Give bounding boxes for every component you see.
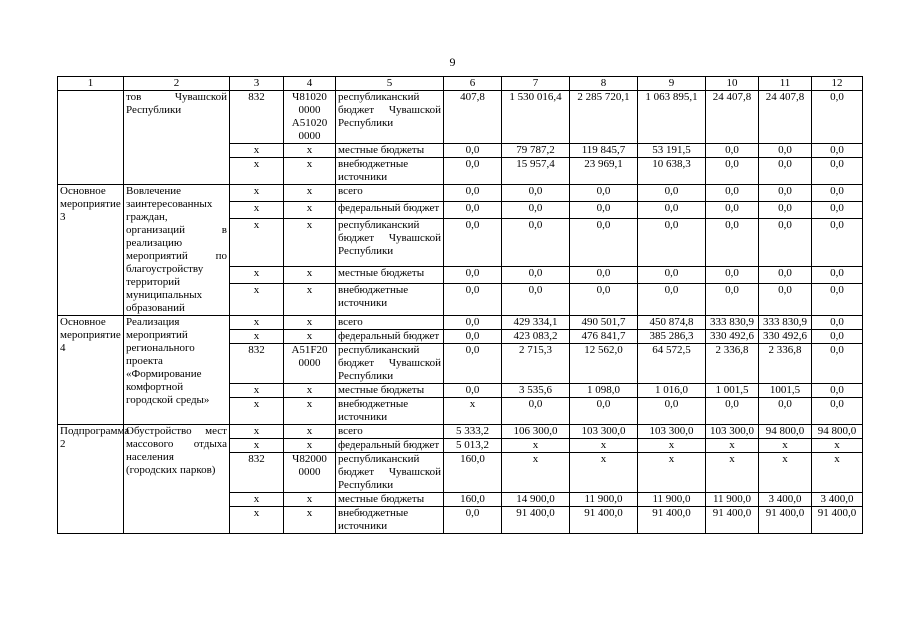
- value-cell-col9: 0,0: [638, 398, 706, 425]
- value-cell-col7: 429 334,1: [502, 316, 570, 330]
- value-cell-col11: 1001,5: [759, 384, 812, 398]
- ministry-code-cell: 832: [230, 344, 284, 384]
- ministry-code-cell: 832: [230, 453, 284, 493]
- value-cell-col9: x: [638, 453, 706, 493]
- funding-source-cell: республиканский бюджет Чувашской Республики: [336, 218, 444, 266]
- budget-code-cell: x: [284, 144, 336, 158]
- funding-source-cell: республиканский бюджет Чувашской Республики: [336, 453, 444, 493]
- budget-code-cell: x: [284, 507, 336, 534]
- value-cell-col7: 0,0: [502, 266, 570, 283]
- budget-code-cell: x: [284, 201, 336, 218]
- ministry-code-cell: x: [230, 201, 284, 218]
- value-cell-col8: 490 501,7: [570, 316, 638, 330]
- ministry-code-cell: x: [230, 218, 284, 266]
- value-cell-col11: 0,0: [759, 144, 812, 158]
- value-cell-col10: 1 001,5: [706, 384, 759, 398]
- value-cell-col6: 5 333,2: [444, 425, 502, 439]
- budget-code-cell: x: [284, 185, 336, 202]
- header-cell-4: 4: [284, 77, 336, 91]
- value-cell-col11: 0,0: [759, 218, 812, 266]
- ministry-code-cell: x: [230, 185, 284, 202]
- activity-description-cell: Реализация мероприятий регионального проекта «Формирование комфортной городской среды»: [124, 316, 230, 425]
- budget-code-cell: x: [284, 384, 336, 398]
- value-cell-col11: 3 400,0: [759, 493, 812, 507]
- header-cell-7: 7: [502, 77, 570, 91]
- header-cell-2: 2: [124, 77, 230, 91]
- value-cell-col12: x: [812, 439, 863, 453]
- header-cell-12: 12: [812, 77, 863, 91]
- value-cell-col8: 0,0: [570, 185, 638, 202]
- value-cell-col10: 0,0: [706, 218, 759, 266]
- funding-source-cell: внебюджетные источники: [336, 158, 444, 185]
- value-cell-col12: 0,0: [812, 283, 863, 316]
- budget-code-cell: x: [284, 330, 336, 344]
- table-row: [58, 91, 863, 144]
- value-cell-col9: 0,0: [638, 266, 706, 283]
- value-cell-col11: 333 830,9: [759, 316, 812, 330]
- budget-code-cell: x: [284, 266, 336, 283]
- value-cell-col8: 2 285 720,1: [570, 91, 638, 144]
- value-cell-col12: 0,0: [812, 330, 863, 344]
- value-cell-col6: 0,0: [444, 344, 502, 384]
- budget-code-cell: x: [284, 283, 336, 316]
- ministry-code-cell: x: [230, 283, 284, 316]
- funding-source-cell: внебюджетные источники: [336, 283, 444, 316]
- value-cell-col9: 11 900,0: [638, 493, 706, 507]
- header-cell-1: 1: [58, 77, 124, 91]
- value-cell-col6: 0,0: [444, 185, 502, 202]
- value-cell-col11: 0,0: [759, 398, 812, 425]
- value-cell-col11: x: [759, 439, 812, 453]
- value-cell-col10: 330 492,6: [706, 330, 759, 344]
- ministry-code-cell: x: [230, 439, 284, 453]
- funding-source-cell: всего: [336, 425, 444, 439]
- value-cell-col10: 0,0: [706, 158, 759, 185]
- value-cell-col11: 0,0: [759, 185, 812, 202]
- value-cell-col9: 1 063 895,1: [638, 91, 706, 144]
- value-cell-col9: 450 874,8: [638, 316, 706, 330]
- value-cell-col10: 24 407,8: [706, 91, 759, 144]
- value-cell-col6: 160,0: [444, 453, 502, 493]
- funding-source-cell: местные бюджеты: [336, 144, 444, 158]
- value-cell-col9: 0,0: [638, 283, 706, 316]
- value-cell-col8: x: [570, 439, 638, 453]
- value-cell-col7: 0,0: [502, 185, 570, 202]
- funding-source-cell: всего: [336, 185, 444, 202]
- value-cell-col6: x: [444, 398, 502, 425]
- value-cell-col7: 0,0: [502, 283, 570, 316]
- value-cell-col6: 407,8: [444, 91, 502, 144]
- value-cell-col7: 1 530 016,4: [502, 91, 570, 144]
- value-cell-col9: x: [638, 439, 706, 453]
- value-cell-col11: 94 800,0: [759, 425, 812, 439]
- value-cell-col6: 0,0: [444, 201, 502, 218]
- table-row: [58, 185, 863, 202]
- funding-source-cell: федеральный бюджет: [336, 330, 444, 344]
- value-cell-col7: 3 535,6: [502, 384, 570, 398]
- value-cell-col6: 0,0: [444, 218, 502, 266]
- header-cell-6: 6: [444, 77, 502, 91]
- budget-code-cell: x: [284, 398, 336, 425]
- table-body: [58, 91, 863, 534]
- value-cell-col6: 0,0: [444, 266, 502, 283]
- ministry-code-cell: x: [230, 316, 284, 330]
- funding-source-cell: местные бюджеты: [336, 266, 444, 283]
- value-cell-col8: 0,0: [570, 218, 638, 266]
- funding-source-cell: республиканский бюджет Чувашской Республики: [336, 344, 444, 384]
- ministry-code-cell: x: [230, 266, 284, 283]
- value-cell-col12: 0,0: [812, 185, 863, 202]
- budget-code-cell: Ч82000 0000: [284, 453, 336, 493]
- value-cell-col8: 0,0: [570, 398, 638, 425]
- value-cell-col7: 15 957,4: [502, 158, 570, 185]
- value-cell-col7: 106 300,0: [502, 425, 570, 439]
- value-cell-col8: 91 400,0: [570, 507, 638, 534]
- value-cell-col12: 0,0: [812, 218, 863, 266]
- value-cell-col11: 2 336,8: [759, 344, 812, 384]
- table-header: [58, 77, 863, 91]
- funding-source-cell: местные бюджеты: [336, 384, 444, 398]
- value-cell-col12: 0,0: [812, 266, 863, 283]
- value-cell-col12: 94 800,0: [812, 425, 863, 439]
- funding-source-cell: республиканский бюджет Чувашской Республики: [336, 91, 444, 144]
- funding-source-cell: всего: [336, 316, 444, 330]
- value-cell-col11: 0,0: [759, 158, 812, 185]
- budget-table: [57, 76, 863, 534]
- funding-source-cell: федеральный бюджет: [336, 201, 444, 218]
- value-cell-col8: 0,0: [570, 201, 638, 218]
- value-cell-col12: 0,0: [812, 91, 863, 144]
- value-cell-col6: 0,0: [444, 144, 502, 158]
- program-name-cell: Основное мероприятие 4: [58, 316, 124, 425]
- value-cell-col12: 0,0: [812, 158, 863, 185]
- page-number: 9: [449, 55, 456, 69]
- value-cell-col11: 330 492,6: [759, 330, 812, 344]
- value-cell-col10: 0,0: [706, 144, 759, 158]
- budget-code-cell: x: [284, 218, 336, 266]
- value-cell-col9: 10 638,3: [638, 158, 706, 185]
- value-cell-col8: 0,0: [570, 266, 638, 283]
- ministry-code-cell: x: [230, 158, 284, 185]
- value-cell-col7: 91 400,0: [502, 507, 570, 534]
- value-cell-col9: 64 572,5: [638, 344, 706, 384]
- program-name-cell: Основное мероприятие 3: [58, 185, 124, 316]
- value-cell-col12: 0,0: [812, 144, 863, 158]
- funding-source-cell: местные бюджеты: [336, 493, 444, 507]
- value-cell-col12: 0,0: [812, 201, 863, 218]
- ministry-code-cell: x: [230, 144, 284, 158]
- value-cell-col7: x: [502, 453, 570, 493]
- header-cell-3: 3: [230, 77, 284, 91]
- value-cell-col9: 385 286,3: [638, 330, 706, 344]
- value-cell-col10: 333 830,9: [706, 316, 759, 330]
- ministry-code-cell: x: [230, 425, 284, 439]
- header-cell-5: 5: [336, 77, 444, 91]
- header-cell-11: 11: [759, 77, 812, 91]
- value-cell-col6: 160,0: [444, 493, 502, 507]
- value-cell-col7: 14 900,0: [502, 493, 570, 507]
- budget-code-cell: x: [284, 158, 336, 185]
- value-cell-col10: 0,0: [706, 201, 759, 218]
- value-cell-col8: 11 900,0: [570, 493, 638, 507]
- value-cell-col10: 0,0: [706, 266, 759, 283]
- value-cell-col8: 12 562,0: [570, 344, 638, 384]
- value-cell-col6: 0,0: [444, 507, 502, 534]
- value-cell-col12: 0,0: [812, 384, 863, 398]
- budget-code-cell: x: [284, 316, 336, 330]
- value-cell-col10: x: [706, 439, 759, 453]
- value-cell-col8: x: [570, 453, 638, 493]
- value-cell-col6: 0,0: [444, 384, 502, 398]
- value-cell-col10: 91 400,0: [706, 507, 759, 534]
- value-cell-col9: 1 016,0: [638, 384, 706, 398]
- header-cell-8: 8: [570, 77, 638, 91]
- value-cell-col8: 103 300,0: [570, 425, 638, 439]
- value-cell-col6: 0,0: [444, 316, 502, 330]
- value-cell-col12: x: [812, 453, 863, 493]
- value-cell-col11: 24 407,8: [759, 91, 812, 144]
- value-cell-col6: 5 013,2: [444, 439, 502, 453]
- value-cell-col11: 91 400,0: [759, 507, 812, 534]
- activity-description-cell: Обустройство мест массового отдыха населения (городских парков): [124, 425, 230, 534]
- value-cell-col8: 1 098,0: [570, 384, 638, 398]
- value-cell-col8: 476 841,7: [570, 330, 638, 344]
- budget-code-cell: x: [284, 493, 336, 507]
- budget-code-cell: x: [284, 425, 336, 439]
- value-cell-col9: 0,0: [638, 185, 706, 202]
- value-cell-col10: x: [706, 453, 759, 493]
- header-row: [58, 77, 863, 91]
- header-cell-9: 9: [638, 77, 706, 91]
- ministry-code-cell: x: [230, 330, 284, 344]
- value-cell-col10: 0,0: [706, 398, 759, 425]
- table-row: [58, 425, 863, 439]
- value-cell-col7: 0,0: [502, 201, 570, 218]
- value-cell-col12: 91 400,0: [812, 507, 863, 534]
- value-cell-col10: 11 900,0: [706, 493, 759, 507]
- value-cell-col9: 0,0: [638, 218, 706, 266]
- header-cell-10: 10: [706, 77, 759, 91]
- budget-code-cell: A51F20 0000: [284, 344, 336, 384]
- value-cell-col9: 0,0: [638, 201, 706, 218]
- value-cell-col8: 119 845,7: [570, 144, 638, 158]
- value-cell-col7: x: [502, 439, 570, 453]
- value-cell-col10: 0,0: [706, 283, 759, 316]
- funding-source-cell: внебюджетные источники: [336, 398, 444, 425]
- activity-description-cell: Вовлечение заинтересованных граждан, организаций в реализацию мероприятий по благоустройству территорий муниципальных образований: [124, 185, 230, 316]
- funding-source-cell: федеральный бюджет: [336, 439, 444, 453]
- value-cell-col10: 0,0: [706, 185, 759, 202]
- value-cell-col11: x: [759, 453, 812, 493]
- value-cell-col12: 0,0: [812, 344, 863, 384]
- activity-description-cell: тов Чувашской Республики: [124, 91, 230, 185]
- value-cell-col7: 0,0: [502, 218, 570, 266]
- value-cell-col12: 0,0: [812, 316, 863, 330]
- ministry-code-cell: x: [230, 398, 284, 425]
- value-cell-col8: 0,0: [570, 283, 638, 316]
- program-name-cell: Подпрограмма 2: [58, 425, 124, 534]
- value-cell-col10: 103 300,0: [706, 425, 759, 439]
- funding-source-cell: внебюджетные источники: [336, 507, 444, 534]
- value-cell-col11: 0,0: [759, 266, 812, 283]
- value-cell-col8: 23 969,1: [570, 158, 638, 185]
- value-cell-col12: 3 400,0: [812, 493, 863, 507]
- value-cell-col7: 79 787,2: [502, 144, 570, 158]
- value-cell-col11: 0,0: [759, 283, 812, 316]
- value-cell-col7: 2 715,3: [502, 344, 570, 384]
- value-cell-col6: 0,0: [444, 330, 502, 344]
- value-cell-col10: 2 336,8: [706, 344, 759, 384]
- table-row: [58, 316, 863, 330]
- value-cell-col9: 103 300,0: [638, 425, 706, 439]
- ministry-code-cell: x: [230, 507, 284, 534]
- value-cell-col11: 0,0: [759, 201, 812, 218]
- value-cell-col7: 423 083,2: [502, 330, 570, 344]
- value-cell-col6: 0,0: [444, 158, 502, 185]
- program-name-cell: [58, 91, 124, 185]
- ministry-code-cell: x: [230, 493, 284, 507]
- ministry-code-cell: x: [230, 384, 284, 398]
- value-cell-col7: 0,0: [502, 398, 570, 425]
- ministry-code-cell: 832: [230, 91, 284, 144]
- value-cell-col9: 53 191,5: [638, 144, 706, 158]
- value-cell-col9: 91 400,0: [638, 507, 706, 534]
- budget-code-cell: x: [284, 439, 336, 453]
- value-cell-col12: 0,0: [812, 398, 863, 425]
- budget-code-cell: Ч81020 0000 А51020 0000: [284, 91, 336, 144]
- value-cell-col6: 0,0: [444, 283, 502, 316]
